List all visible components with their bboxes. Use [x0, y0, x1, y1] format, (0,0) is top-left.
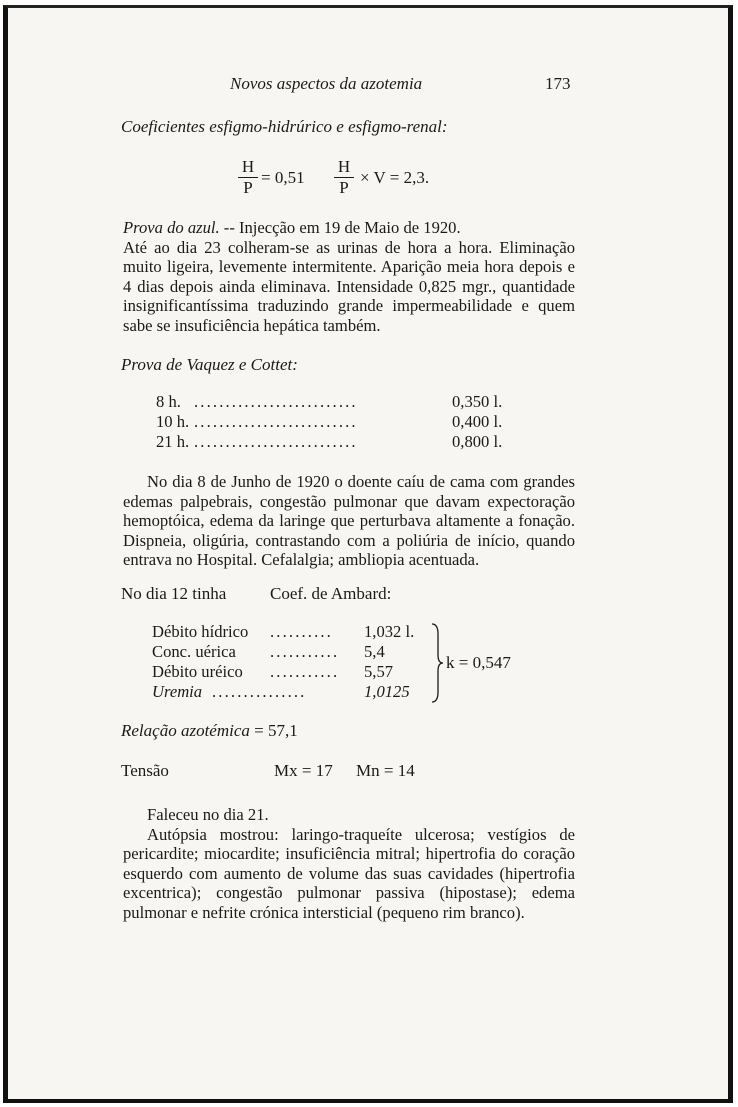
- junho-paragraph: [123, 472, 575, 570]
- formula-2-value: × V = 2,3.: [360, 168, 430, 187]
- right-brace-icon: [430, 622, 444, 704]
- vaquez-dots: . . . . . . . . . . . . . . . . . . . . . . . . . .: [194, 392, 355, 411]
- prova-azul-label: Prova do azul.: [123, 218, 220, 237]
- tensao-label: Tensão: [121, 761, 169, 780]
- vaquez-dots: . . . . . . . . . . . . . . . . . . . . . . . . . .: [194, 412, 355, 431]
- vaquez-dots: . . . . . . . . . . . . . . . . . . . . . . . . . .: [194, 432, 355, 451]
- prova-azul-section: [123, 218, 575, 335]
- ambard-label: Coef. de Ambard:: [270, 584, 392, 603]
- formula-2-numerator: H: [337, 157, 351, 176]
- running-title: Novos aspectos da azotemia: [230, 74, 423, 93]
- vaquez-value: 0,800 l.: [452, 432, 503, 451]
- prova-vaquez-heading: Prova de Vaquez e Cottet:: [121, 355, 298, 374]
- relacao-label: Relação azotémica: [121, 721, 250, 740]
- ambard-row-label: Uremia: [152, 682, 203, 701]
- vaquez-hour: 10 h.: [156, 412, 190, 431]
- relacao-value: = 57,1: [254, 721, 298, 740]
- ambard-intro: [121, 584, 226, 604]
- ambard-row-value: 1,0125: [364, 682, 410, 701]
- prova-azul-body: Até ao dia 23 colheram-se as urinas de hora a hora. Eliminação muito ligeira, levemente intermitente. Aparição meia hora depois e 4 dias depois ainda eliminava. Intensidade 0,825 mgr., quantidade insignificantíssima traduzindo grande impermeabilidade e quem sabe se insuficiência hepática também.: [123, 237, 575, 335]
- vaquez-value: 0,350 l.: [452, 392, 503, 411]
- ambard-row-label: Débito hídrico: [152, 622, 249, 641]
- formula-1-fraction: [238, 158, 258, 197]
- formula-1-value: = 0,51: [261, 168, 305, 187]
- ambard-row-dots: . . . . . . . . . . . . . . .: [212, 682, 304, 701]
- junho-text: No dia 8 de Junho de 1920 o doente caíu de cama com grandes edemas palpebrais, congestão pulmonar que davam expectoração hemoptóica, edema da laringe que perturbava altamente a fonação. Dispneia, oligúria, contrastando com a poliúria de início, quando entrava no Hospital. Cefalalgia; ambliopia acentuada.: [123, 472, 575, 569]
- ambard-row: [152, 642, 385, 662]
- ambard-intro-text: No dia 12 tinha: [121, 584, 227, 603]
- k-result: k = 0,547: [446, 653, 511, 672]
- prova-azul-injection: -- Injecção em 19 de Maio de 1920.: [219, 218, 461, 237]
- formula-2-denominator: P: [339, 178, 349, 197]
- page-number: 173: [545, 74, 571, 93]
- coeficientes-heading: Coeficientes esfigmo-hidrúrico e esfigmo-renal:: [121, 117, 448, 136]
- formula-1-denominator: P: [243, 178, 253, 197]
- document-page: [3, 5, 733, 1103]
- vaquez-row: [156, 432, 502, 452]
- ambard-row: [152, 662, 393, 682]
- tensao-mx: Mx = 17: [274, 761, 333, 780]
- autopsia-text: Autópsia mostrou: laringo-traqueíte ulcerosa; vestígios de pericardite; miocardite; insuficiência mitral; hipertrofia do coração esquerdo com aumento de volume das suas cavidades (hipertrofia excentrica); congestão pulmonar passiva (hipostase); edema pulmonar e nefrite crónica intersticial (pequeno rim branco).: [123, 824, 575, 922]
- final-section: [123, 805, 575, 922]
- ambard-row-value: 1,032 l.: [364, 622, 415, 641]
- ambard-row-dots: . . . . . . . . . .: [270, 622, 330, 641]
- vaquez-row: [156, 412, 502, 432]
- ambard-row-value: 5,57: [364, 662, 394, 681]
- ambard-row-value: 5,4: [364, 642, 385, 661]
- ambard-row: [152, 622, 414, 642]
- ambard-row-dots: . . . . . . . . . . .: [270, 642, 337, 661]
- ambard-row-label: Conc. uérica: [152, 642, 236, 661]
- ambard-row-dots: . . . . . . . . . . .: [270, 662, 337, 681]
- ambard-row-label: Débito uréico: [152, 662, 243, 681]
- relacao-azotemica: [121, 721, 298, 741]
- vaquez-value: 0,400 l.: [452, 412, 503, 431]
- ambard-row: [152, 682, 410, 702]
- vaquez-hour: 8 h.: [156, 392, 181, 411]
- formula-2-fraction: [334, 158, 354, 197]
- faleceu-text: Faleceu no dia 21.: [147, 805, 269, 824]
- vaquez-hour: 21 h.: [156, 432, 190, 451]
- vaquez-row: [156, 392, 502, 412]
- formula-1-numerator: H: [241, 157, 255, 176]
- tensao-mn: Mn = 14: [356, 761, 415, 780]
